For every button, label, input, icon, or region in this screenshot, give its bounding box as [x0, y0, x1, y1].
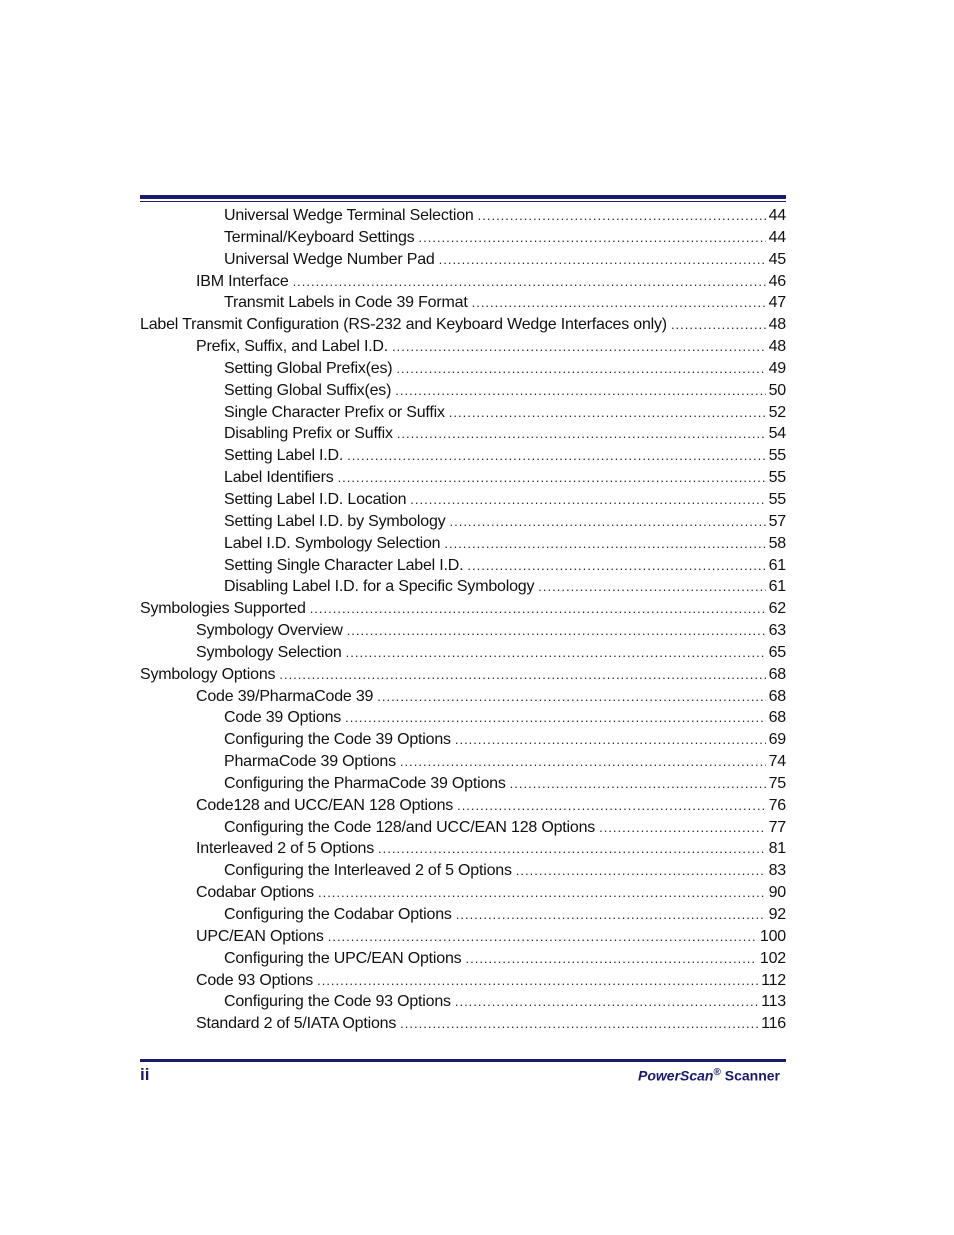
toc-entry-page: 102: [759, 949, 786, 967]
toc-entry[interactable]: [140, 576, 786, 598]
toc-entry[interactable]: [140, 729, 786, 751]
toc-entry-page: 65: [768, 643, 786, 661]
toc-entry-page: 81: [768, 840, 786, 858]
toc-entry-title: Standard 2 of 5/IATA Options: [196, 1015, 397, 1033]
toc-entry-page: 61: [768, 556, 786, 574]
toc-entry[interactable]: [140, 620, 786, 642]
toc-entry-title: Setting Label I.D.: [224, 447, 344, 465]
toc-entry[interactable]: [140, 948, 786, 970]
toc-entry-page: 45: [768, 250, 786, 268]
toc-entry-title: PharmaCode 39 Options: [224, 753, 396, 771]
toc-entry-title: Terminal/Keyboard Settings: [224, 228, 415, 246]
toc-entry[interactable]: [140, 555, 786, 577]
toc-entry-page: 57: [768, 512, 786, 530]
toc-entry-title: Codabar Options: [196, 884, 314, 902]
toc-entry-title: Configuring the Codabar Options: [224, 906, 452, 923]
toc-entry[interactable]: [140, 773, 786, 795]
product-brand: PowerScan: [638, 1067, 714, 1084]
toc-dot-leader: [279, 664, 765, 686]
toc-entry[interactable]: [140, 423, 786, 445]
toc-entry-page: 62: [768, 600, 786, 618]
toc-entry-title: IBM Interface: [196, 272, 289, 290]
toc-entry-page: 83: [768, 862, 786, 880]
toc-entry-page: 69: [768, 731, 786, 749]
toc-entry[interactable]: [140, 991, 786, 1013]
toc-entry-title: Symbology Selection: [196, 643, 342, 661]
toc-dot-leader: [377, 686, 765, 708]
toc-entry-title: Symbology Options: [140, 665, 276, 683]
toc-dot-leader: [467, 555, 765, 577]
registered-mark: ®: [713, 1067, 721, 1078]
toc-entry[interactable]: [140, 358, 786, 380]
toc-dot-leader: [439, 249, 766, 271]
toc-dot-leader: [444, 533, 765, 555]
toc-entry-page: 54: [768, 425, 786, 443]
toc-entry[interactable]: [140, 970, 786, 992]
header-rule: [140, 195, 786, 203]
toc-entry-title: Code128 and UCC/EAN 128 Options: [196, 796, 454, 814]
table-of-contents: [140, 205, 786, 1035]
toc-dot-leader: [310, 598, 766, 620]
toc-dot-leader: [396, 358, 765, 380]
toc-entry[interactable]: [140, 489, 786, 511]
toc-entry-title: Configuring the Interleaved 2 of 5 Options: [224, 862, 512, 880]
toc-entry-page: 44: [768, 228, 786, 246]
toc-entry-page: 48: [768, 316, 786, 334]
toc-dot-leader: [397, 423, 766, 445]
product-name: [638, 1067, 780, 1084]
toc-entry-page: 44: [768, 207, 786, 224]
toc-entry[interactable]: [140, 926, 786, 948]
toc-entry[interactable]: [140, 860, 786, 882]
toc-entry[interactable]: [140, 314, 786, 336]
toc-entry-page: 113: [761, 993, 786, 1011]
toc-entry-page: 90: [768, 884, 786, 902]
toc-entry-title: Prefix, Suffix, and Label I.D.: [196, 338, 389, 356]
toc-dot-leader: [455, 991, 758, 1013]
toc-entry[interactable]: [140, 751, 786, 773]
toc-entry[interactable]: [140, 707, 786, 729]
toc-entry-title: Universal Wedge Terminal Selection: [224, 207, 474, 224]
toc-dot-leader: [456, 904, 766, 926]
toc-dot-leader: [347, 620, 766, 642]
toc-entry[interactable]: [140, 402, 786, 424]
toc-dot-leader: [395, 380, 765, 402]
toc-entry[interactable]: [140, 598, 786, 620]
toc-dot-leader: [338, 467, 766, 489]
toc-entry-title: Setting Global Suffix(es): [224, 381, 392, 399]
toc-entry-page: 77: [768, 818, 786, 836]
toc-entry-title: Label I.D. Symbology Selection: [224, 534, 441, 552]
toc-entry-title: Disabling Label I.D. for a Specific Symbology: [224, 578, 535, 596]
toc-dot-leader: [465, 948, 756, 970]
toc-entry[interactable]: [140, 686, 786, 708]
page-number: ii: [140, 1065, 150, 1084]
toc-entry-title: Symbology Overview: [196, 622, 343, 640]
toc-entry-title: UPC/EAN Options: [196, 927, 324, 945]
toc-entry-title: Configuring the PharmaCode 39 Options: [224, 774, 506, 792]
toc-dot-leader: [449, 402, 766, 424]
toc-entry-page: 75: [768, 774, 786, 792]
toc-entry-title: Configuring the Code 93 Options: [224, 993, 451, 1011]
toc-dot-leader: [478, 205, 766, 227]
toc-dot-leader: [516, 860, 766, 882]
toc-entry-title: Code 93 Options: [196, 971, 314, 989]
toc-entry[interactable]: [140, 533, 786, 555]
toc-entry-page: 68: [768, 665, 786, 683]
toc-entry[interactable]: [140, 882, 786, 904]
toc-entry-page: 55: [768, 490, 786, 508]
toc-dot-leader: [455, 729, 766, 751]
header-rule-thick: [140, 195, 786, 199]
toc-entry-title: Setting Label I.D. Location: [224, 490, 407, 508]
toc-entry-title: Setting Global Prefix(es): [224, 359, 393, 377]
product-suffix: Scanner: [720, 1067, 780, 1084]
toc-entry-title: Configuring the Code 128/and UCC/EAN 128 Options: [224, 818, 596, 836]
toc-dot-leader: [457, 795, 766, 817]
toc-entry-title: Code 39/PharmaCode 39: [196, 687, 374, 705]
toc-entry-title: Symbologies Supported: [140, 600, 306, 618]
toc-entry-page: 46: [768, 272, 786, 290]
toc-dot-leader: [400, 751, 766, 773]
toc-entry-title: Code 39 Options: [224, 709, 342, 727]
toc-entry[interactable]: [140, 292, 786, 314]
toc-dot-leader: [418, 227, 765, 249]
toc-entry-page: 68: [768, 709, 786, 727]
toc-entry[interactable]: [140, 249, 786, 271]
toc-entry[interactable]: [140, 271, 786, 293]
toc-entry[interactable]: [140, 336, 786, 358]
toc-entry-title: Label Transmit Configuration (RS-232 and Keyboard Wedge Interfaces only): [140, 316, 667, 334]
toc-entry-page: 61: [768, 578, 786, 596]
toc-entry-title: Disabling Prefix or Suffix: [224, 425, 393, 443]
toc-entry-page: 68: [768, 687, 786, 705]
toc-dot-leader: [599, 817, 766, 839]
toc-dot-leader: [317, 970, 758, 992]
toc-entry-title: Configuring the Code 39 Options: [224, 731, 451, 749]
toc-entry[interactable]: [140, 467, 786, 489]
toc-entry-title: Single Character Prefix or Suffix: [224, 403, 445, 421]
toc-entry-page: 116: [761, 1015, 786, 1033]
toc-entry-page: 50: [768, 381, 786, 399]
toc-entry-page: 63: [768, 622, 786, 640]
toc-entry[interactable]: [140, 511, 786, 533]
toc-dot-leader: [510, 773, 766, 795]
toc-entry-page: 55: [768, 447, 786, 465]
toc-entry-title: Interleaved 2 of 5 Options: [196, 840, 375, 858]
toc-entry[interactable]: [140, 817, 786, 839]
toc-entry[interactable]: [140, 795, 786, 817]
toc-entry-page: 49: [768, 359, 786, 377]
toc-entry[interactable]: [140, 205, 786, 227]
footer-rule: [140, 1059, 786, 1062]
toc-dot-leader: [378, 838, 766, 860]
toc-dot-leader: [400, 1013, 758, 1035]
toc-entry-page: 48: [768, 338, 786, 356]
toc-dot-leader: [449, 511, 765, 533]
toc-entry-page: 52: [768, 403, 786, 421]
toc-entry-page: 76: [768, 796, 786, 814]
toc-entry-page: 100: [759, 927, 786, 945]
toc-entry-title: Transmit Labels in Code 39 Format: [224, 294, 468, 312]
toc-entry-title: Label Identifiers: [224, 469, 334, 487]
toc-dot-leader: [318, 882, 766, 904]
toc-entry[interactable]: [140, 227, 786, 249]
toc-dot-leader: [472, 292, 766, 314]
toc-dot-leader: [293, 271, 766, 293]
toc-entry-title: Setting Label I.D. by Symbology: [224, 512, 446, 530]
toc-entry[interactable]: [140, 838, 786, 860]
toc-entry[interactable]: [140, 1013, 786, 1035]
toc-dot-leader: [410, 489, 765, 511]
toc-dot-leader: [328, 926, 757, 948]
toc-dot-leader: [392, 336, 766, 358]
toc-entry-page: 74: [768, 753, 786, 771]
toc-dot-leader: [345, 707, 766, 729]
toc-entry-title: Setting Single Character Label I.D.: [224, 556, 464, 574]
header-rule-thin: [140, 201, 786, 202]
toc-entry-page: 58: [768, 534, 786, 552]
toc-entry-page: 92: [768, 906, 786, 923]
toc-dot-leader: [671, 314, 766, 336]
toc-entry-page: 55: [768, 469, 786, 487]
toc-entry[interactable]: [140, 904, 786, 926]
toc-entry[interactable]: [140, 664, 786, 686]
toc-entry[interactable]: [140, 380, 786, 402]
toc-dot-leader: [346, 642, 766, 664]
toc-entry[interactable]: [140, 642, 786, 664]
toc-dot-leader: [347, 445, 765, 467]
toc-entry[interactable]: [140, 445, 786, 467]
toc-entry-page: 47: [768, 294, 786, 312]
toc-entry-title: Universal Wedge Number Pad: [224, 250, 435, 268]
toc-dot-leader: [538, 576, 765, 598]
toc-entry-page: 112: [761, 971, 786, 989]
toc-entry-title: Configuring the UPC/EAN Options: [224, 949, 462, 967]
